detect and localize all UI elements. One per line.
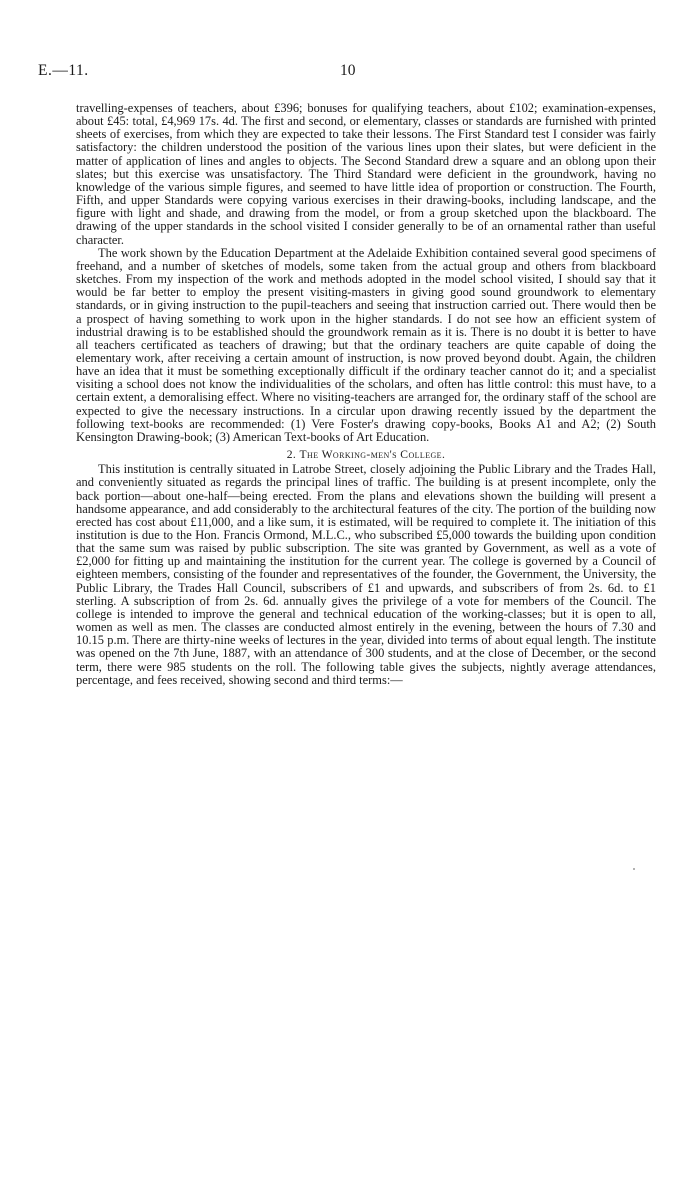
document-reference: E.—11. <box>38 62 89 79</box>
scan-speck <box>633 868 635 870</box>
section-title: The Working-men's College. <box>299 448 446 462</box>
body-text <box>76 102 656 687</box>
page-number: 10 <box>340 62 356 79</box>
page-header <box>38 62 662 84</box>
paragraph-working-mens-college: This institution is centrally situated in Latrobe Street, closely adjoining the Public Library and the Trades Hall, and conveniently situated as regards the principal lines of traffic. The building is at present incomplete, only the back portion—about one-half—being erected. From the plans and elevations shown the building will present a handsome appearance, and add considerably to the architectural features of the city. The portion of the building now erected has cost about £11,000, and a like sum, it is estimated, will be required to complete it. The initiation of this institution is due to the Hon. Francis Ormond, M.L.C., who subscribed £5,000 towards the building upon condition that the same sum was raised by public subscription. The site was granted by Government, as well as a vote of £2,000 for fitting up and maintaining the institution for the current year. The college is governed by a Council of eighteen members, consisting of the founder and representatives of the founder, the Government, the University, the Public Library, the Trades Hall Council, subscribers of £1 and upwards, and subscribers of from 2s. 6d. to £1 sterling. A subscription of from 2s. 6d. annually gives the privilege of a vote for members of the Council. The college is intended to improve the general and technical education of the working-classes; but it is open to all, women as well as men. The classes are conducted almost entirely in the evening, between the hours of 7.30 and 10.15 p.m. There are thirty-nine weeks of lectures in the year, divided into terms of about equal length. The institute was opened on the 7th June, 1887, with an attendance of 300 students, and at the close of December, or the second term, there were 985 students on the roll. The following table gives the subjects, nightly average attendances, percentage, and fees received, showing second and third terms:— <box>76 462 656 687</box>
section-number: 2. <box>286 448 297 462</box>
paragraph-adelaide-exhibition: The work shown by the Education Department at the Adelaide Exhibition contained several good specimens of freehand, and a number of sketches of models, some taken from the actual group and others from blackboard sketches. From my inspection of the work and methods adopted in the model school visited, I should say that it would be far better to employ the present visiting-masters in giving good sound groundwork to elementary standards, or in giving instruction to the pupil-teachers and seeing that instruction carried out. There would then be a prospect of having something to work upon in the higher standards. I do not see how an efficient system of industrial drawing is to be established should the groundwork remain as it is. There is no doubt it is better to have all teachers certificated as teachers of drawing; but that the ordinary teachers are quite capable of doing the elementary work, after receiving a certain amount of instruction, is now proved beyond doubt. Again, the children have an idea that it must be something exceptionally difficult if the ordinary teacher cannot do it; and a specialist visiting a school does not know the individualities of the scholars, and often has little control: this must have, to a certain extent, a demoralising effect. Where no visiting-teachers are arranged for, the ordinary staff of the school are expected to give the necessary instructions. In a circular upon drawing recently issued by the department the following text-books are recommended: (1) Vere Foster's drawing copy-books, Books A1 and A2; (2) South Kensington Drawing-book; (3) American Text-books of Art Education. <box>76 245 656 444</box>
paragraph-continued: travelling-expenses of teachers, about £396; bonuses for qualifying teachers, about £102; examination-expenses, about £45: total, £4,969 17s. 4d. The first and second, or elementary, classes or standards are furnished with printed sheets of exercises, from which they are expected to take their lessons. The First Standard test I consider was fairly satisfactory: the children understood the position of the various lines upon their slates, but were deficient in the matter of application of lines and angles to objects. The Second Standard drew a square and an oblong upon their slates; but this exercise was unsatisfactory. The Third Standard were deficient in the groundwork, having no knowledge of the various simple figures, and seemed to have little idea of proportion or construction. The Fourth, Fifth, and upper Standards were copying various exercises in their drawing-books, including landscape, and the figure with light and shade, and drawing from the model, or from a group sketched upon the blackboard. The drawing of the upper standards in the school visited I consider generally to be of an ornamental rather than useful character. <box>76 101 656 247</box>
section-heading <box>76 448 656 461</box>
